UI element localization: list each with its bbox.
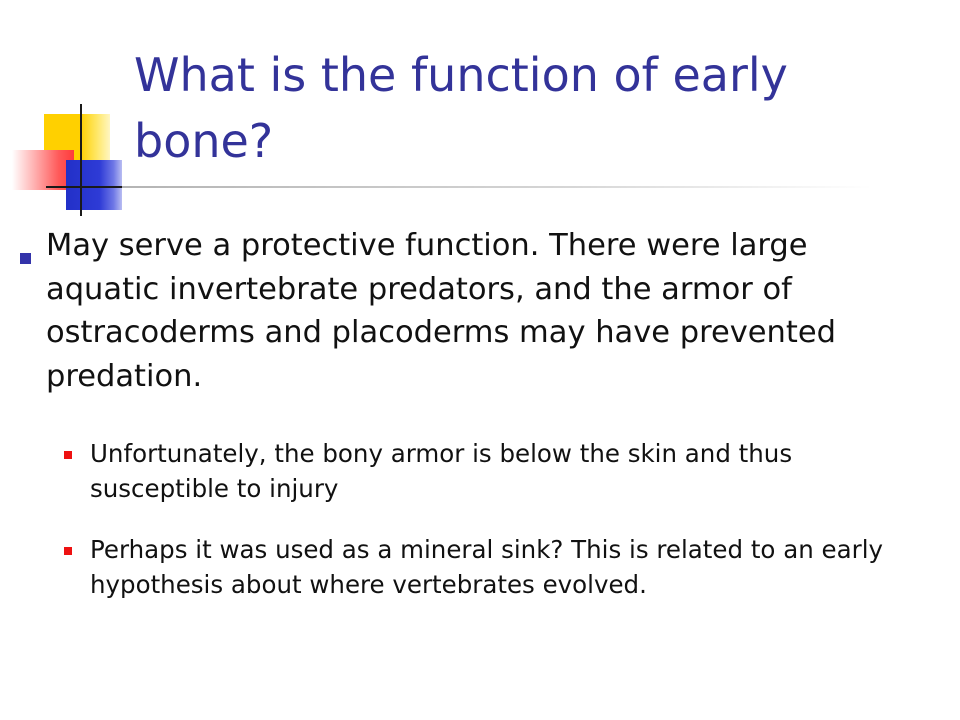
- sub-bullet-item: [90, 532, 890, 602]
- square-sub-bullet-icon: [64, 451, 72, 459]
- bullet-item: [46, 224, 926, 398]
- square-bullet-icon: [20, 253, 31, 264]
- slide-title: What is the function of early bone?: [134, 48, 788, 168]
- sub-bullet-item: [90, 436, 890, 506]
- bullet-text: May serve a protective function. There were large aquatic invertebrate predators, and the armor of ostracoderms and placoderms may have prevented predation.: [46, 228, 836, 394]
- sub-bullet-text: Perhaps it was used as a mineral sink? This is related to an early hypothesis about where vertebrates evolved.: [90, 535, 884, 599]
- square-sub-bullet-icon: [64, 547, 72, 555]
- sub-bullet-text: Unfortunately, the bony armor is below the skin and thus susceptible to injury: [90, 439, 793, 503]
